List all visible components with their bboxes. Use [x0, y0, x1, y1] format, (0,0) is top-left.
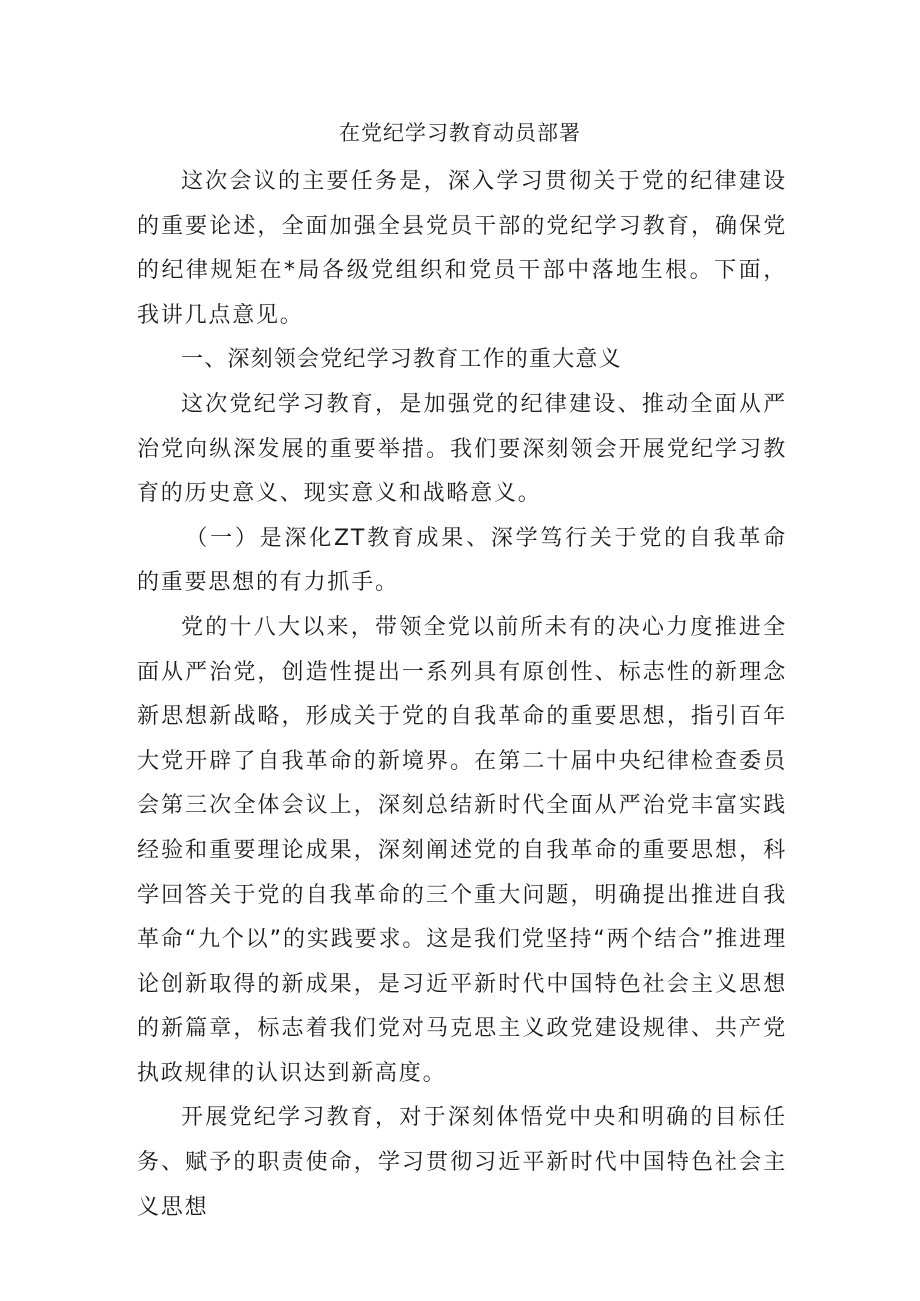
subsection-heading-1: （一）是深化ZT教育成果、深学笃行关于党的自我革命的重要思想的有力抓手。 [137, 525, 787, 596]
document-body [137, 160, 787, 1230]
section-1-paragraph: 这次党纪学习教育，是加强党的纪律建设、推动全面从严治党向纵深发展的重要举措。我们要深刻领会开展党纪学习教育的历史意义、现实意义和战略意义。 [137, 391, 787, 507]
subsection-1-paragraph-2: 开展党纪学习教育，对于深刻体悟党中央和明确的目标任务、赋予的职责使命，学习贯彻习近平新时代中国特色社会主义思想 [137, 1105, 787, 1220]
document-title: 在党纪学习教育动员部署 [339, 121, 581, 145]
subsection-1-paragraph-1: 党的十八大以来，带领全党以前所未有的决心力度推进全面从严治党，创造性提出一系列具有原创性、标志性的新理念新思想新战略，形成关于党的自我革命的重要思想，指引百年大党开辟了自我革命的新境界。在第二十届中央纪律检查委员会第三次全体会议上，深刻总结新时代全面从严治党丰富实践经验和重要理论成果，深刻阐述党的自我革命的重要思想，科学回答关于党的自我革命的三个重大问题，明确提出推进自我革命“九个以”的实践要求。这是我们党坚持“两个结合”推进理论创新取得的新成果，是习近平新时代中国特色社会主义思想的新篇章，标志着我们党对马克思主义政党建设规律、共产党执政规律的认识达到新高度。 [137, 614, 787, 1086]
intro-paragraph: 这次会议的主要任务是，深入学习贯彻关于党的纪律建设的重要论述，全面加强全县党员干部的党纪学习教育，确保党的纪律规矩在*局各级党组织和党员干部中落地生根。下面，我讲几点意见。 [137, 169, 787, 328]
section-heading-1: 一、深刻领会党纪学习教育工作的重大意义 [181, 347, 622, 373]
